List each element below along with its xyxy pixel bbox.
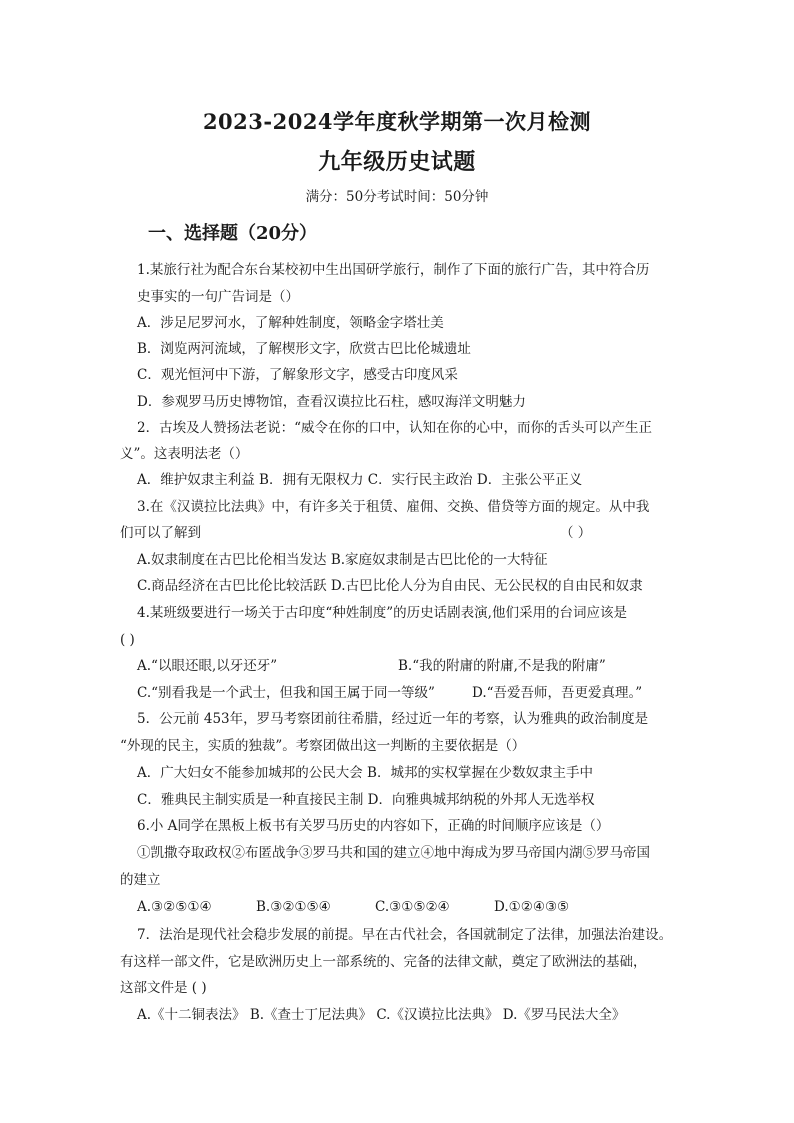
question-line: 这部文件是 ( ) bbox=[120, 980, 207, 996]
question-line: “外现的民主，实质的独裁”。考察团做出这一判断的主要依据是（） bbox=[120, 738, 526, 754]
option-line: B．浏览两河流域，了解楔形文字，欣赏古巴比伦城遗址 bbox=[137, 341, 471, 357]
option-line: C．观光恒河中下游，了解象形文字，感受古印度风采 bbox=[137, 367, 458, 383]
option-line: A．广大妇女不能参加城邦的公民大会 B．城邦的实权掌握在少数奴隶主手中 bbox=[137, 765, 593, 781]
option-line: A．涉足尼罗河水，了解种姓制度，领略金字塔壮美 bbox=[137, 315, 444, 331]
option-line: C.“别看我是一个武士，但我和国王属于同一等级” bbox=[137, 685, 435, 701]
option-line: C.商品经济在古巴比伦比较活跃 D.古巴比伦人分为自由民、无公民权的自由民和奴隶 bbox=[137, 578, 643, 594]
answer-bracket: ( ) bbox=[120, 632, 135, 648]
option-line: B.“我的附庸的附庸,不是我的附庸” bbox=[398, 658, 606, 674]
question-line: ①凯撒夺取政权②布匿战争③罗马共和国的建立④地中海成为罗马帝国内湖⑤罗马帝国 bbox=[137, 845, 650, 861]
question-line: 的建立 bbox=[120, 872, 161, 888]
question-line: 6.小 A同学在黑板上板书有关罗马历史的内容如下，正确的时间顺序应该是（） bbox=[137, 818, 610, 834]
option-line: A.“以眼还眼,以牙还牙” bbox=[137, 658, 278, 674]
answer-bracket: （ ） bbox=[560, 525, 592, 541]
option-line: B.③②①⑤④ bbox=[256, 899, 331, 915]
option-line: A.奴隶制度在古巴比伦相当发达 B.家庭奴隶制是古巴比伦的一大特征 bbox=[137, 552, 548, 568]
question-line: 2．古埃及人赞扬法老说：“威令在你的口中，认知在你的心中，而你的舌头可以产生正 bbox=[137, 420, 652, 436]
option-line: C.③①⑤②④ bbox=[375, 899, 450, 915]
question-line: 义”。这表明法老（） bbox=[120, 446, 249, 462]
option-line: A．维护奴隶主利益 B．拥有无限权力 C．实行民主政治 D．主张公平正义 bbox=[137, 472, 583, 488]
exam-title: 2023-2024学年度秋学期第一次月检测 bbox=[202, 109, 592, 134]
question-line: 4.某班级要进行一场关于古印度“种姓制度”的历史话剧表演,他们采用的台词应该是 bbox=[137, 605, 627, 621]
question-line: 3.在《汉谟拉比法典》中，有许多关于租赁、雇佣、交换、借贷等方面的规定。从中我 bbox=[137, 499, 650, 515]
question-line: 有这样一部文件，它是欧洲历史上一部系统的、完备的法律文献，奠定了欧洲法的基础， bbox=[120, 954, 647, 970]
option-line: C．雅典民主制实质是一种直接民主制 D．向雅典城邦纳税的外邦人无选举权 bbox=[137, 792, 595, 808]
section-heading: 一、选择题（20分） bbox=[148, 223, 318, 244]
option-line: D.①②④③⑤ bbox=[494, 899, 570, 915]
question-line: 5．公元前 453年，罗马考察团前往希腊，经过近一年的考察，认为雅典的政治制度是 bbox=[137, 711, 649, 727]
question-line: 1.某旅行社为配合东台某校初中生出国研学旅行，制作了下面的旅行广告，其中符合历 bbox=[137, 262, 650, 278]
exam-meta: 满分：50分考试时间：50分钟 bbox=[305, 189, 489, 205]
question-line: 们可以了解到 bbox=[120, 525, 201, 541]
option-line: A.③②⑤①④ bbox=[137, 899, 212, 915]
question-line: 史事实的一句广告词是（） bbox=[137, 289, 299, 305]
question-line: 7．法治是现代社会稳步发展的前提。早在古代社会，各国就制定了法律，加强法治建设。 bbox=[137, 927, 673, 943]
option-line: D.“吾爱吾师，吾更爱真理。” bbox=[472, 685, 643, 701]
exam-subtitle: 九年级历史试题 bbox=[318, 149, 476, 175]
option-line: A.《十二铜表法》 B.《查士丁尼法典》 C.《汉谟拉比法典》 D.《罗马民法大全》 bbox=[137, 1007, 626, 1023]
option-line: D．参观罗马历史博物馆，查看汉谟拉比石柱，感叹海洋文明魅力 bbox=[137, 394, 526, 410]
